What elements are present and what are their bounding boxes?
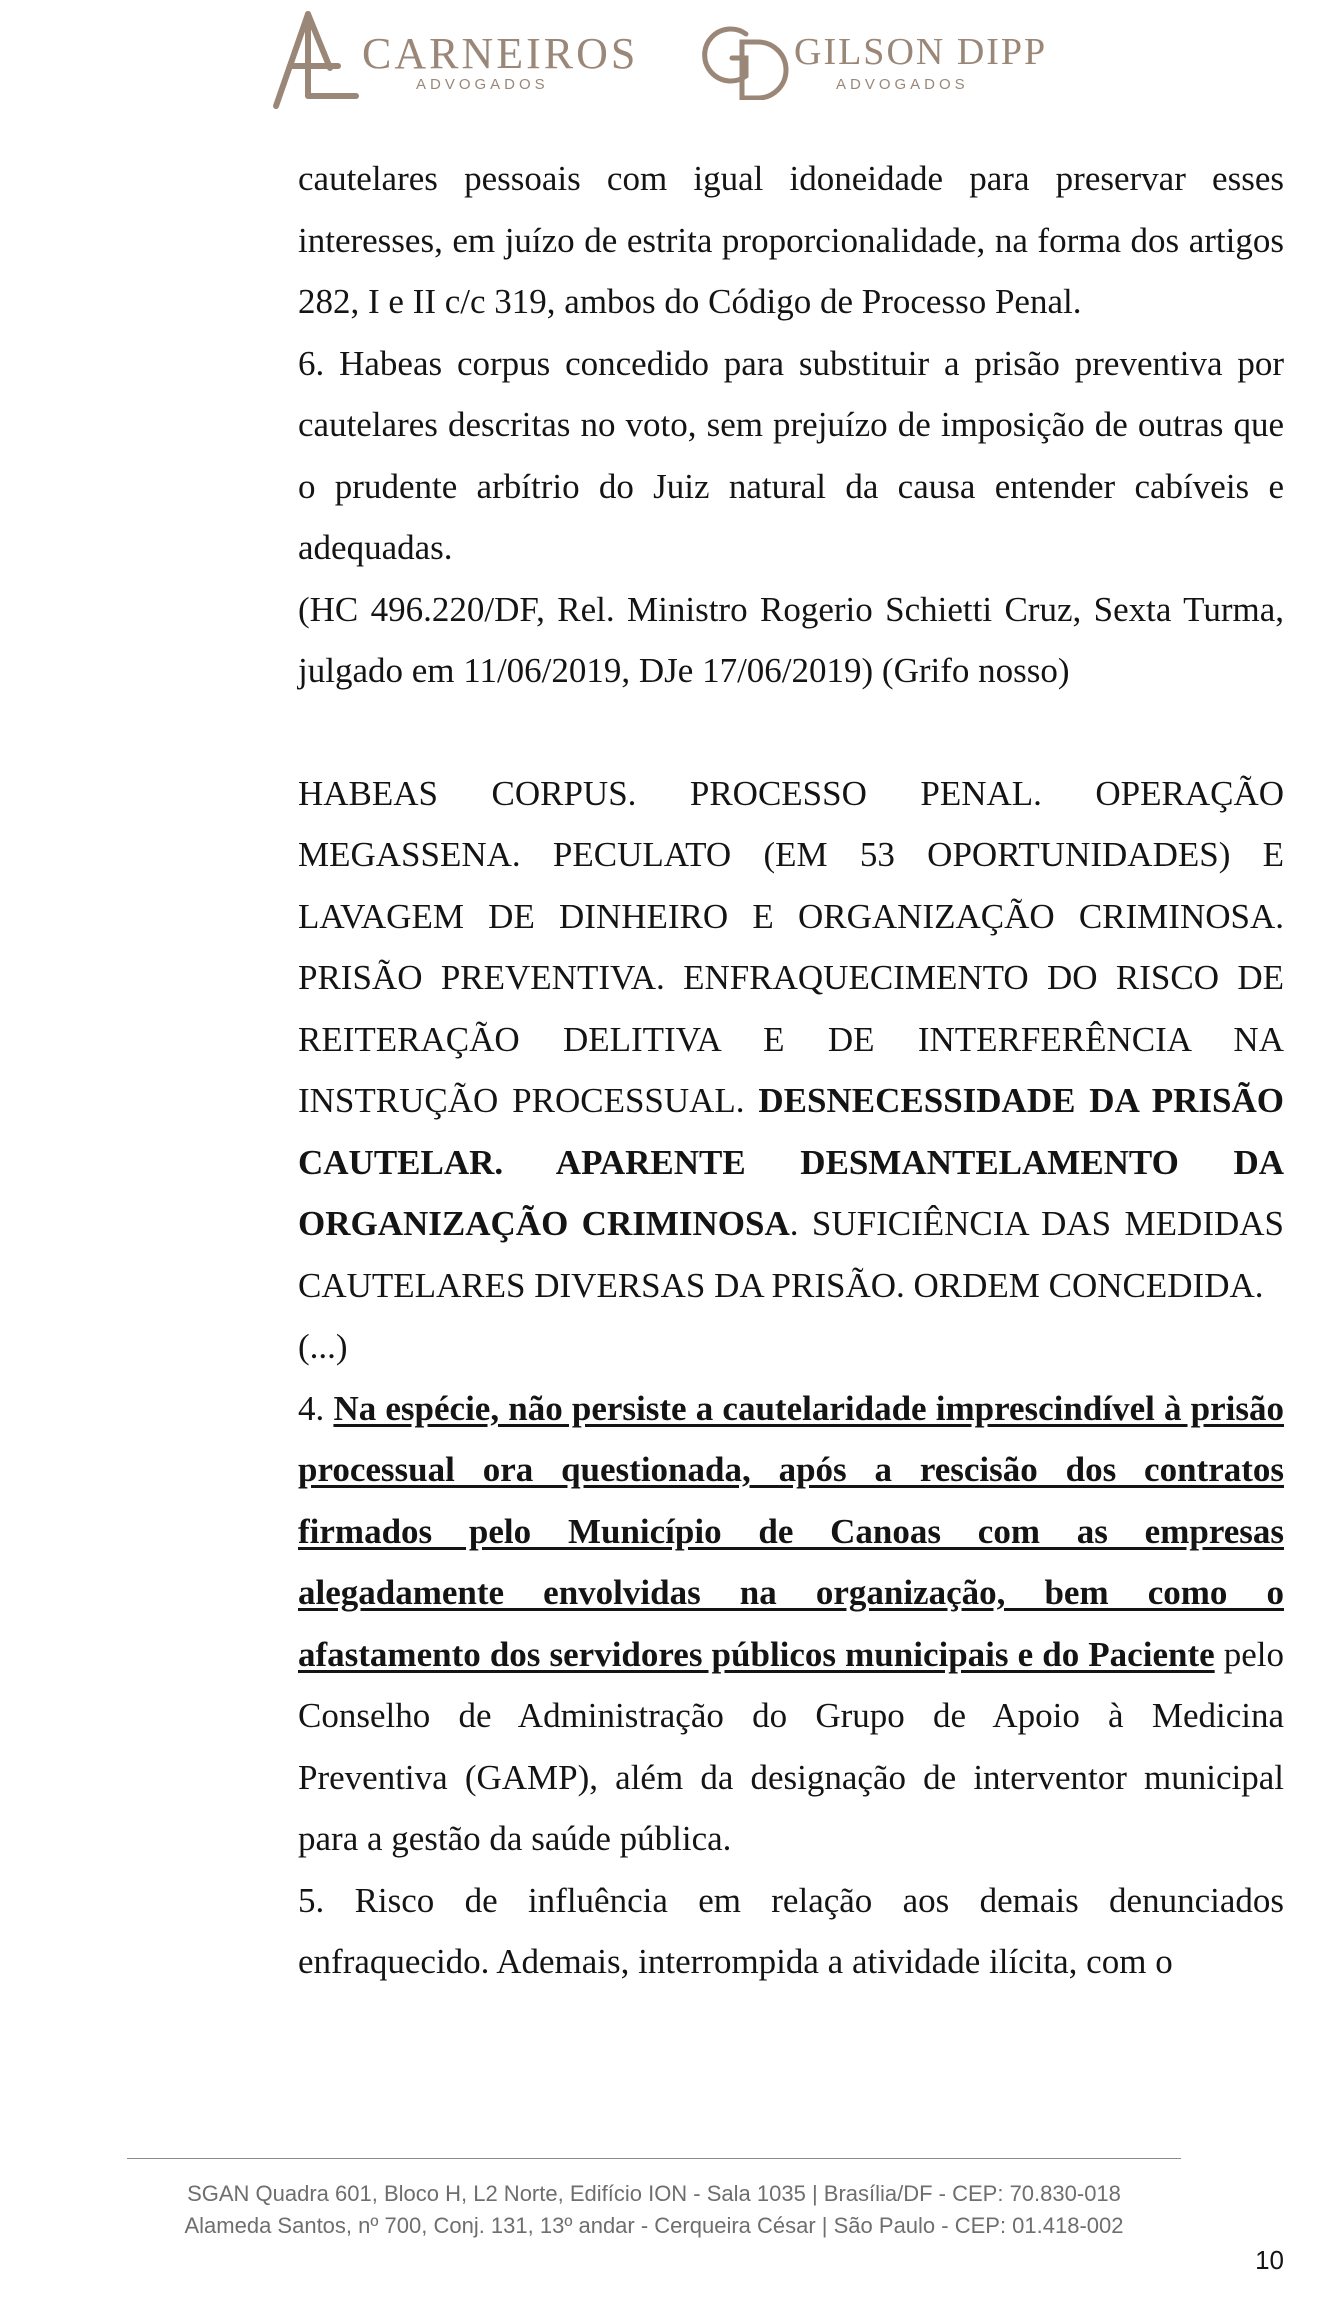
carneiros-logo	[268, 6, 639, 116]
footer-address-brasilia: SGAN Quadra 601, Bloco H, L2 Norte, Edifício ION - Sala 1035 | Brasília/DF - CEP: 70.830-018	[187, 2181, 1121, 2206]
footer-address-sao-paulo: Alameda Santos, nº 700, Conj. 131, 13º andar - Cerqueira César | São Paulo - CEP: 01.418-002	[184, 2213, 1124, 2238]
carneiros-monogram-icon	[268, 6, 363, 116]
footer-addresses	[127, 2178, 1181, 2242]
gilson-dipp-logo	[702, 20, 1062, 110]
paragraph-item-4	[298, 1378, 1284, 1870]
citation-hc-496220: (HC 496.220/DF, Rel. Ministro Rogerio Schietti Cruz, Sexta Turma, julgado em 11/06/2019, DJe 17/06/2019) (Grifo nosso)	[298, 589, 1284, 690]
paragraph-item-5: 5. Risco de influência em relação aos demais denunciados enfraquecido. Ademais, interrompida a atividade ilícita, com o	[298, 1880, 1284, 1981]
item-4-number: 4.	[298, 1388, 325, 1428]
gilson-dipp-logo-subtitle: ADVOGADOS	[836, 76, 969, 93]
gilson-dipp-monogram-icon	[702, 20, 792, 100]
paragraph-continuation: cautelares pessoais com igual idoneidade para preservar esses interesses, em juízo de estrita proporcionalidade, na forma dos artigos 282, I e II c/c 319, ambos do Código de Processo Penal.	[298, 159, 1284, 321]
carneiros-logo-subtitle: ADVOGADOS	[416, 76, 549, 93]
ementa-paragraph	[298, 763, 1284, 1317]
gilson-dipp-logo-name: GILSON DIPP	[794, 31, 1048, 73]
page-number: 10	[1255, 2245, 1284, 2275]
document-body	[298, 148, 1284, 1993]
footer-divider	[127, 2158, 1181, 2159]
item-4-rest-text: pelo Conselho de Administração do Grupo de Apoio à Medicina Preventiva (GAMP), além da designação de interventor municipal para a gestão da saúde pública.	[298, 1634, 1284, 1858]
ementa-bold-text: DESNECESSIDADE DA PRISÃO CAUTELAR. APARENTE DESMANTELAMENTO DA ORGANIZAÇÃO CRIMINOSA	[298, 1081, 1284, 1243]
ellipsis-paragraph: (...)	[298, 1327, 348, 1366]
ementa-text-start: HABEAS CORPUS. PROCESSO PENAL. OPERAÇÃO MEGASSENA. PECULATO (EM 53 OPORTUNIDADES) E LAVAGEM DE DINHEIRO E ORGANIZAÇÃO CRIMINOSA. PRISÃO PREVENTIVA. ENFRAQUECIMENTO DO RISCO DE REITERAÇÃO DELITIVA E DE INTERFERÊNCIA NA INSTRUÇÃO PROCESSUAL.	[298, 773, 1284, 1120]
letterhead	[0, 0, 1338, 130]
paragraph-item-6: 6. Habeas corpus concedido para substituir a prisão preventiva por cautelares descritas no voto, sem prejuízo de imposição de outras que o prudente arbítrio do Juiz natural da causa entender cabíveis e adequadas.	[298, 343, 1284, 567]
item-4-highlighted-text: Na espécie, não persiste a cautelaridade imprescindível à prisão processual ora questionada, após a rescisão dos contratos firmados pelo Município de Canoas com as empresas alegadamente envolvidas na organização, bem como o afastamento dos servidores públicos municipais e do Paciente	[298, 1388, 1285, 1674]
carneiros-logo-name: CARNEIROS	[362, 29, 639, 78]
ementa-text-end: . SUFICIÊNCIA DAS MEDIDAS CAUTELARES DIVERSAS DA PRISÃO. ORDEM CONCEDIDA.	[298, 1204, 1284, 1305]
